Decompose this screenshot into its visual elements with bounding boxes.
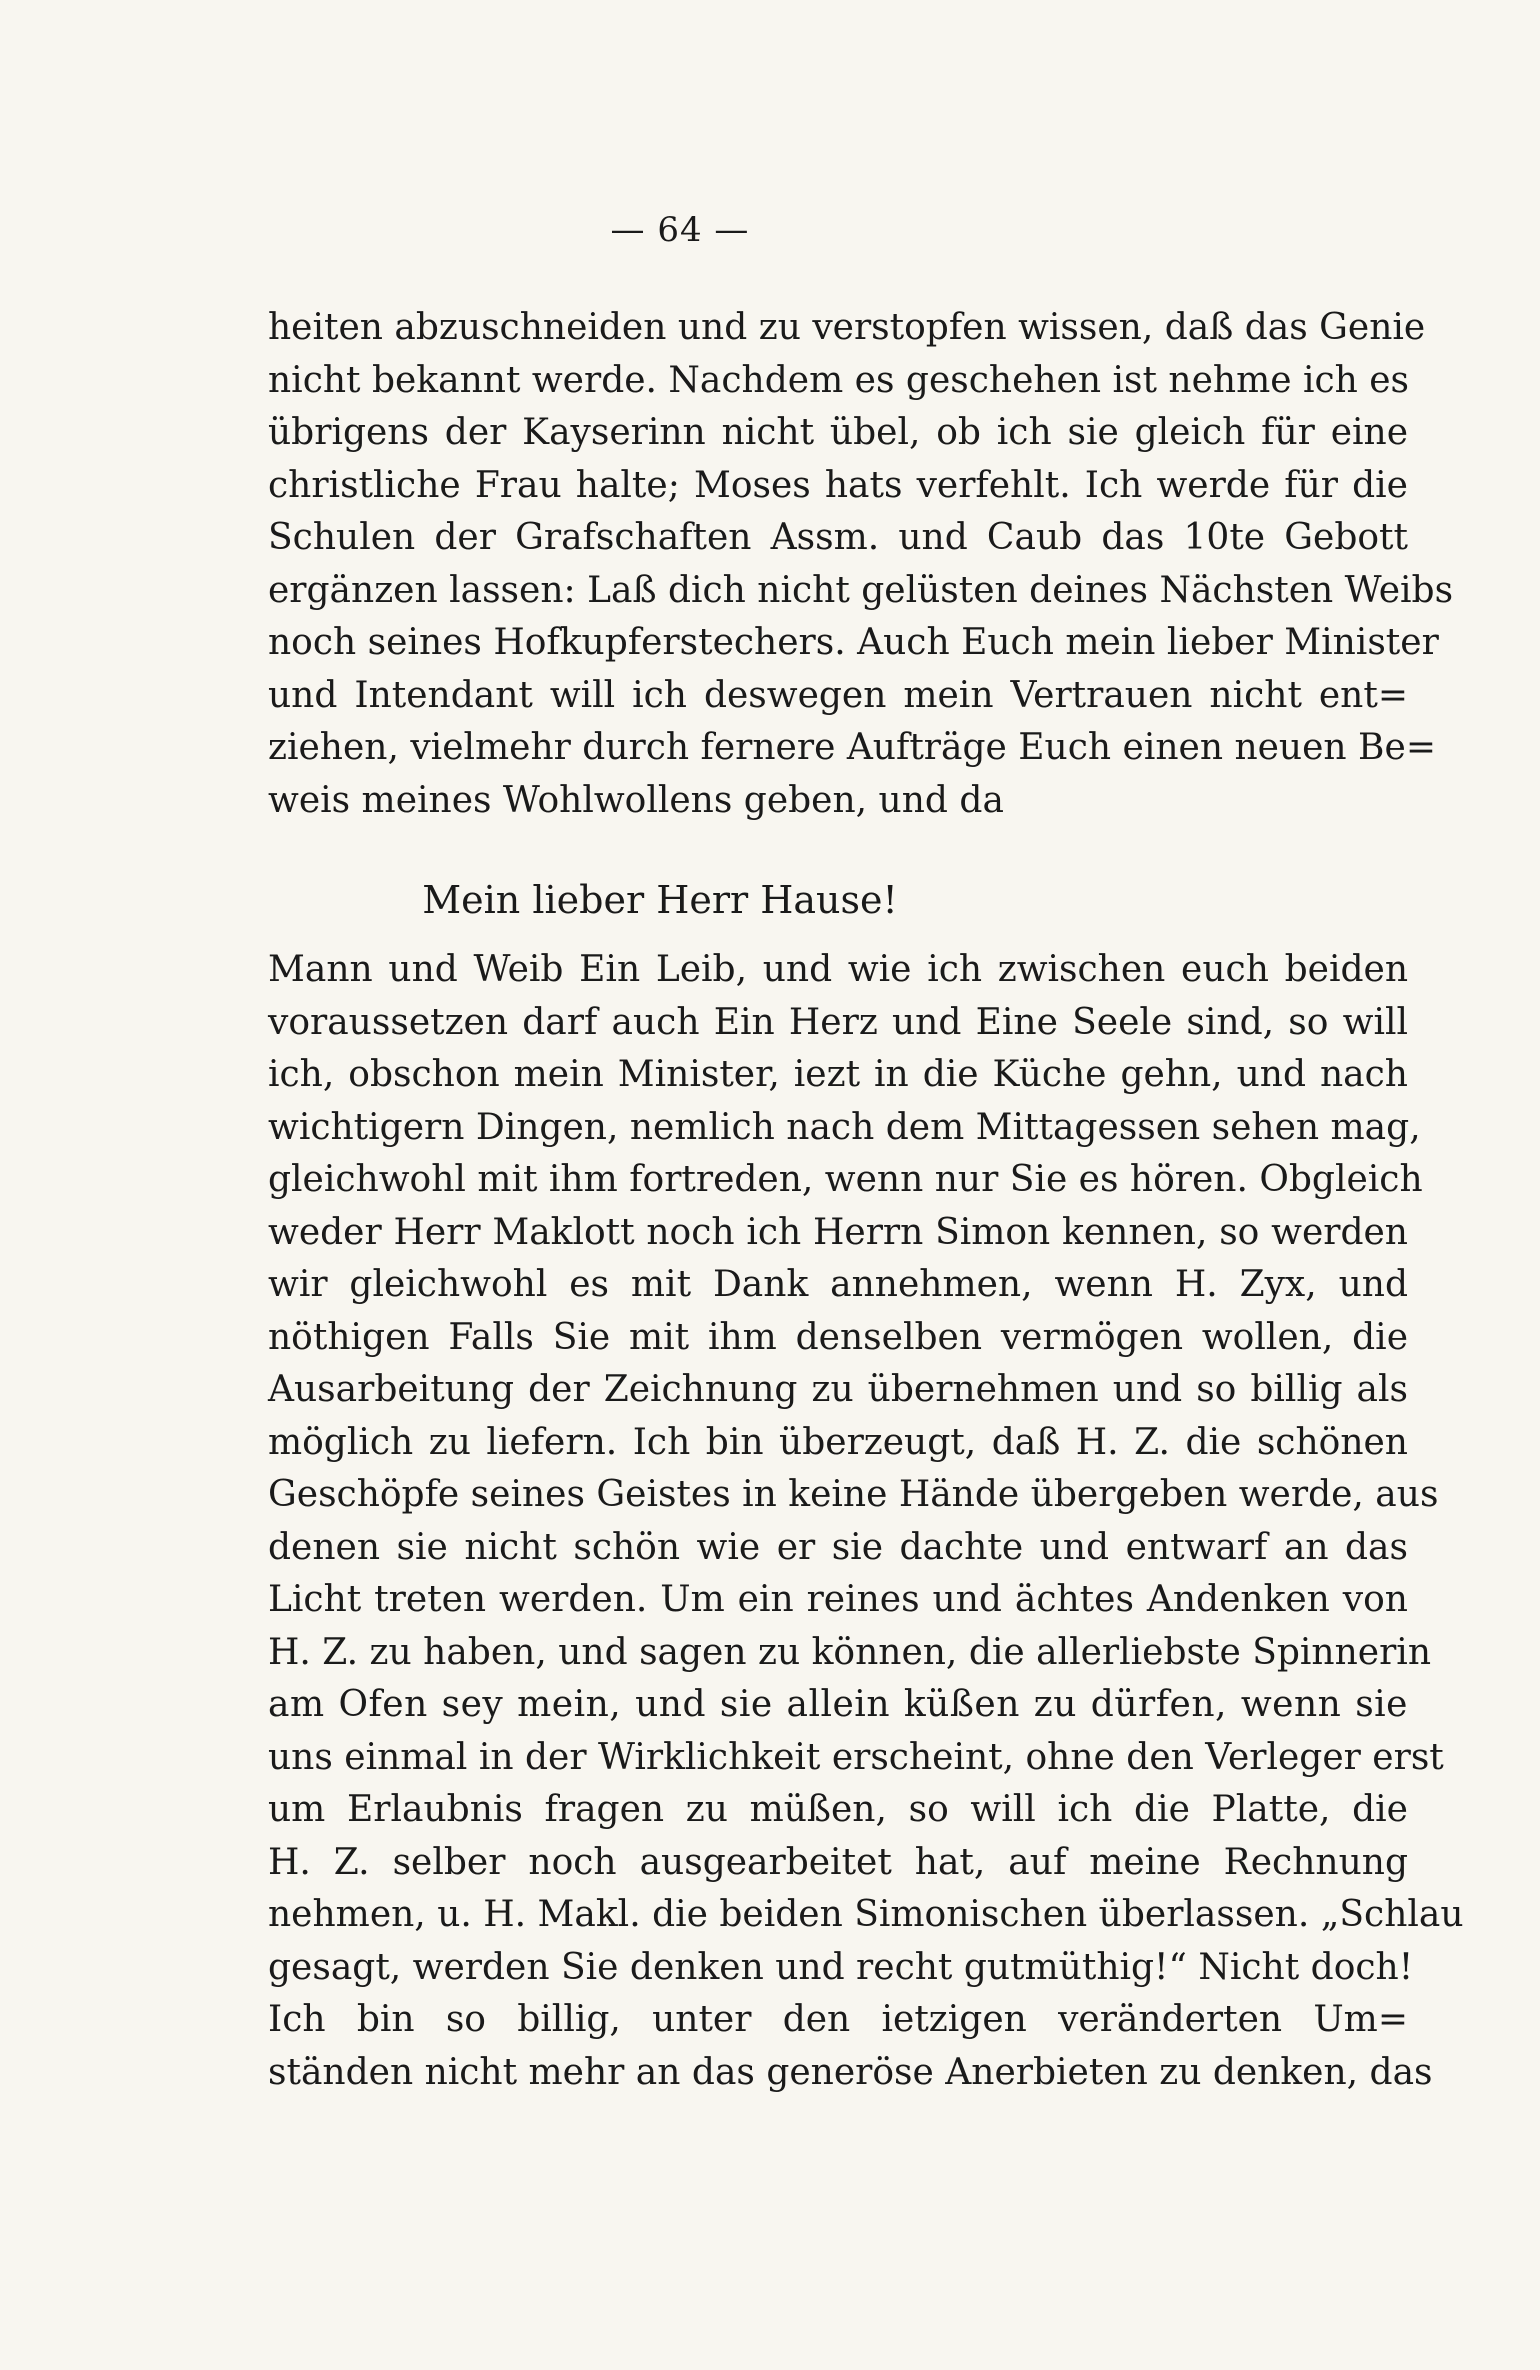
text-line: uns einmal in der Wirklichkeit erscheint, ohne den Verleger erst bbox=[268, 1736, 1444, 1778]
salutation: Mein lieber Herr Hause! bbox=[422, 878, 898, 922]
text-line: ziehen, vielmehr durch fernere Aufträge Euch einen neuen Be= bbox=[268, 727, 1436, 768]
text-line: möglich zu liefern. Ich bin überzeugt, daß H. Z. die schönen bbox=[268, 1421, 1408, 1463]
paragraph-2 bbox=[268, 944, 1464, 2099]
text-line: gleichwohl mit ihm fortreden, wenn nur Sie es hören. Obgleich bbox=[268, 1159, 1423, 1200]
text-line: noch seines Hofkupferstechers. Auch Euch mein lieber Minister bbox=[268, 622, 1439, 663]
text-line: um Erlaubnis fragen zu müßen, so will ich die Platte, die bbox=[268, 1789, 1408, 1830]
text-line: Mann und Weib Ein Leib, und wie ich zwischen euch beiden bbox=[268, 949, 1408, 990]
text-line: ergänzen lassen: Laß dich nicht gelüsten deines Nächsten Weibs bbox=[268, 569, 1454, 611]
text-line: weis meines Wohlwollens geben, und da bbox=[268, 779, 1004, 821]
text-line: gesagt, werden Sie denken und recht gutmüthig!“ Nicht doch! bbox=[268, 1946, 1414, 1988]
text-line: weder Herr Maklott noch ich Herrn Simon kennen, so werden bbox=[268, 1211, 1408, 1253]
text-line: Schulen der Grafschaften Assm. und Caub das 10te Gebott bbox=[268, 517, 1408, 558]
text-line: Ausarbeitung der Zeichnung zu übernehmen und so billig als bbox=[268, 1369, 1408, 1410]
text-line: ich, obschon mein Minister, iezt in die Küche gehn, und nach bbox=[268, 1054, 1408, 1095]
text-line: Licht treten werden. Um ein reines und ächtes Andenken von bbox=[268, 1579, 1408, 1620]
text-line: ständen nicht mehr an das generöse Anerbieten zu denken, das bbox=[268, 2051, 1433, 2093]
text-line: wir gleichwohl es mit Dank annehmen, wenn H. Zyx, und bbox=[268, 1264, 1408, 1305]
text-line: heiten abzuschneiden und zu verstopfen wissen, daß das Genie bbox=[268, 307, 1426, 348]
text-line: Ich bin so billig, unter den ietzigen veränderten Um= bbox=[268, 1999, 1408, 2040]
text-line: denen sie nicht schön wie er sie dachte und entwarf an das bbox=[268, 1526, 1408, 1568]
page-number: — 64 — bbox=[610, 210, 750, 250]
text-line: und Intendant will ich deswegen mein Vertrauen nicht ent= bbox=[268, 674, 1408, 716]
text-line: nehmen, u. H. Makl. die beiden Simonischen überlassen. „Schlau bbox=[268, 1894, 1464, 1935]
text-line: H. Z. selber noch ausgearbeitet hat, auf meine Rechnung bbox=[268, 1841, 1408, 1883]
text-line: christliche Frau halte; Moses hats verfehlt. Ich werde für die bbox=[268, 464, 1408, 506]
text-line: am Ofen sey mein, und sie allein küßen zu dürfen, wenn sie bbox=[268, 1684, 1408, 1725]
text-line: Geschöpfe seines Geistes in keine Hände übergeben werde, aus bbox=[268, 1474, 1439, 1515]
text-line: H. Z. zu haben, und sagen zu können, die allerliebste Spinnerin bbox=[268, 1631, 1432, 1673]
text-line: voraussetzen darf auch Ein Herz und Eine Seele sind, so will bbox=[268, 1001, 1408, 1043]
text-line: wichtigern Dingen, nemlich nach dem Mittagessen sehen mag, bbox=[268, 1106, 1421, 1148]
paragraph-1 bbox=[268, 302, 1454, 827]
text-line: übrigens der Kayserinn nicht übel, ob ich sie gleich für eine bbox=[268, 412, 1408, 453]
text-line: nicht bekannt werde. Nachdem es geschehen ist nehme ich es bbox=[268, 359, 1410, 401]
text-line: nöthigen Falls Sie mit ihm denselben vermögen wollen, die bbox=[268, 1316, 1408, 1358]
